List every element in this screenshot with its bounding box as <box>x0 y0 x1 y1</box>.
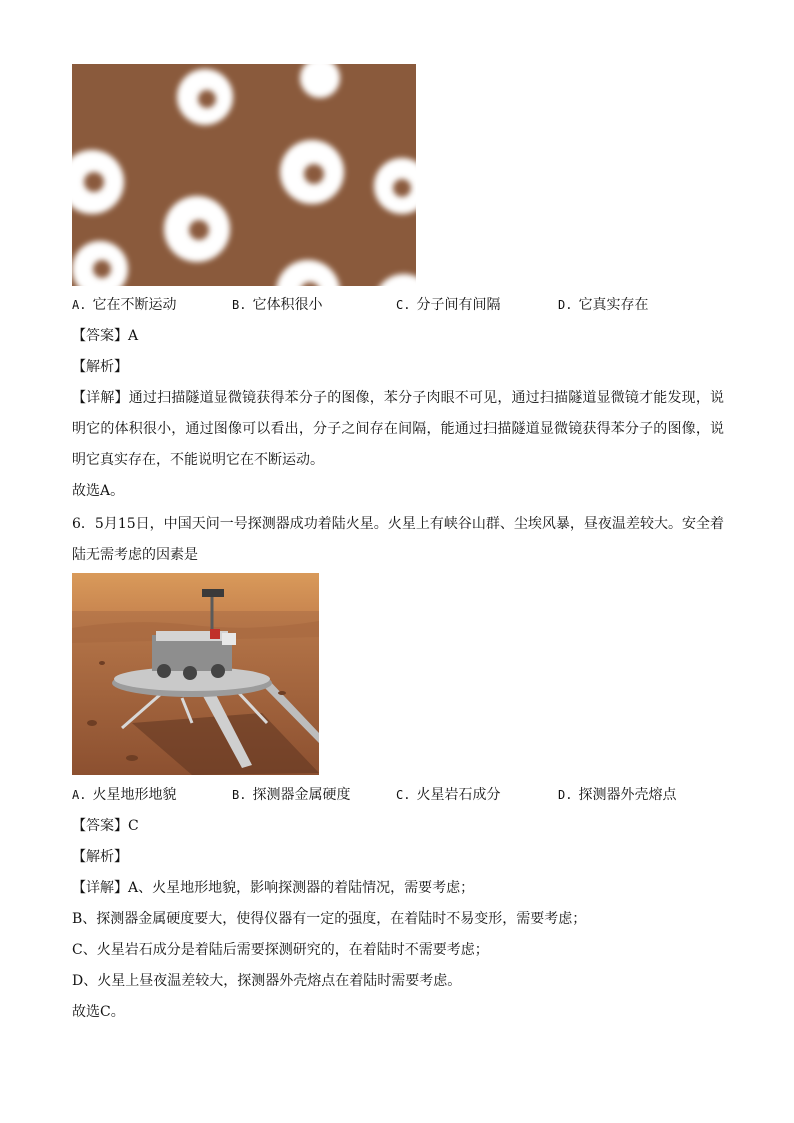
q6-analysis-label: 【解析】 <box>72 849 128 865</box>
q5-detail: 【详解】通过扫描隧道显微镜获得苯分子的图像，苯分子肉眼不可见，通过扫描隧道显微镜才能发现，说明它的体积很小，通过图像可以看出，分子之间存在间隔，能通过扫描隧道显微镜获得苯分子的图像，说明它真实存在，不能说明它在不断运动。 <box>72 390 724 468</box>
q5-analysis-label: 【解析】 <box>72 359 128 375</box>
q6-detail-line: D、火星上昼夜温差较大，探测器外壳熔点在着陆时需要考虑。 <box>72 973 462 989</box>
q6-stem: 6．5月15日，中国天问一号探测器成功着陆火星。火星上有峡谷山群、尘埃风暴，昼夜温差较大。安全着陆无需考虑的因素是 <box>72 516 724 563</box>
q5-answer: 【答案】A <box>72 328 139 344</box>
q6-option-b: B. 探测器金属硬度 <box>232 787 351 803</box>
q5-option-c: C. 分子间有间隔 <box>396 297 501 313</box>
benzene-molecule-stm-image <box>72 64 416 286</box>
q6-conclusion: 故选C。 <box>72 1004 125 1020</box>
q6-detail-line: C、火星岩石成分是着陆后需要探测研究的，在着陆时不需要考虑； <box>72 942 489 958</box>
q6-option-c: C. 火星岩石成分 <box>396 787 501 803</box>
q6-detail-line: 【详解】A、火星地形地貌，影响探测器的着陆情况，需要考虑； <box>72 880 475 896</box>
q5-option-a: A. 它在不断运动 <box>72 297 177 313</box>
mars-lander-image <box>72 573 319 775</box>
q5-conclusion: 故选A。 <box>72 483 125 499</box>
q6-option-d: D. 探测器外壳熔点 <box>558 787 677 803</box>
q5-option-b: B. 它体积很小 <box>232 297 323 313</box>
q5-option-d: D. 它真实存在 <box>558 297 649 313</box>
q6-answer: 【答案】C <box>72 818 139 834</box>
q6-detail-line: B、探测器金属硬度要大，使得仪器有一定的强度，在着陆时不易变形，需要考虑； <box>72 911 587 927</box>
q6-option-a: A. 火星地形地貌 <box>72 787 177 803</box>
